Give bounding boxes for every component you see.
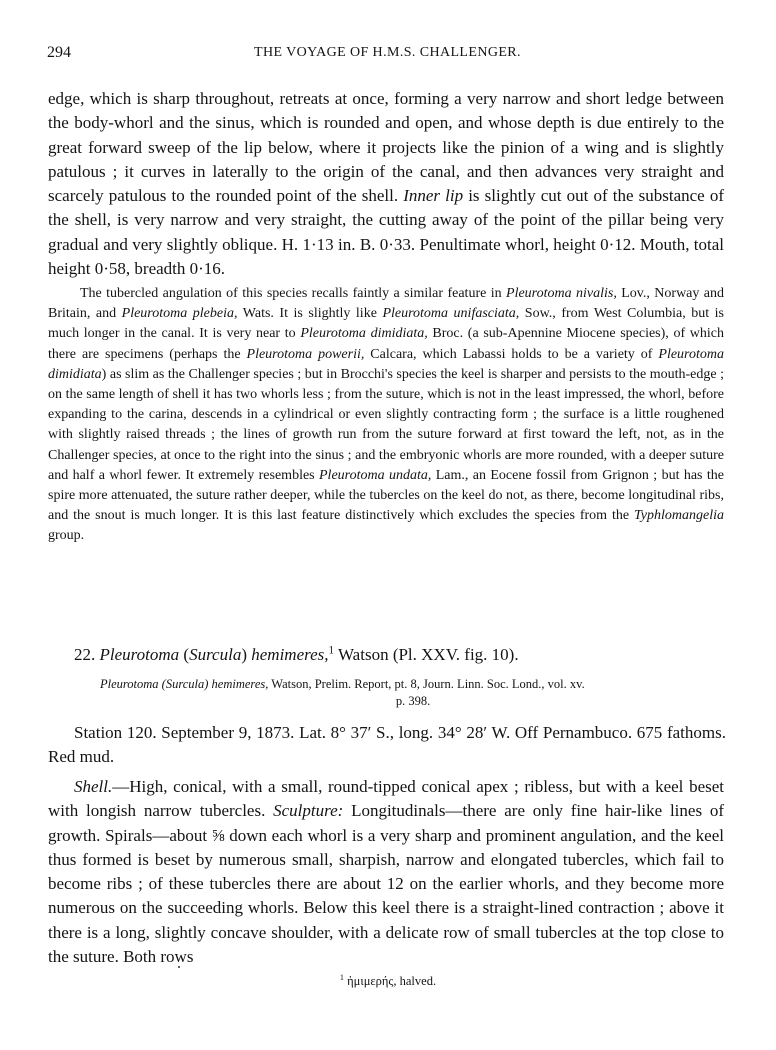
- species-reference: [100, 676, 726, 710]
- italic-run: Pleurotoma plebeia,: [121, 306, 238, 322]
- reference-page: p. 398.: [395, 694, 431, 708]
- italic-run: Pleurotoma nivalis,: [506, 286, 617, 301]
- reference-name: Pleurotoma (Surcula) hemimeres,: [100, 677, 269, 691]
- italic-run: Inner lip: [403, 186, 464, 206]
- text-run: group.: [48, 528, 85, 544]
- footnote-mark: 1: [328, 644, 335, 657]
- italic-run: Pleurotoma dimidiata: [48, 346, 724, 382]
- species-heading: 22. Pleurotoma (Surcula) hemimeres,$^1$ Watson (Pl. XXV. fig. 10).: [74, 644, 519, 664]
- station-record: Station 120. September 9, 1873. Lat. 8° 37′ S., long. 34° 28′ W. Off Pernambuco. 675 fathoms. Red mud.: [48, 723, 726, 766]
- italic-run: Pleurotoma undata,: [319, 467, 432, 483]
- text-run: ) as slim as the Challenger species ; but in Brocchi's species the keel is sharper and persists to the mouth-edge ; on the same length of shell it has two whorls less ; from the suture, which is not in the least impressed, the whorl, before expanding to the carina, descends in a cylindrical or even slightly contracting form ; the surface is a little roughened with slightly raised threads ; the lines of growth run from the suture forward at first toward the left, not, as in the Challenger species, at once to the right into the sinus ; and the embryonic whorls are more rounded, with a deeper suture and half a whorl fewer. It extremely resembles: [48, 366, 724, 483]
- text-run: Broc. (a sub-Apennine Miocene species), of which there are specimens (perhaps the: [48, 326, 724, 362]
- text-run: is slightly cut out of the substance of the shell, is very narrow and very straight, the cutting away of the point of the pillar being very gradual and very slightly oblique. H. 1·13 in. B. 0·33. Penultimate whorl, height 0·12. Mouth, total height 0·58, breadth 0·16.: [48, 186, 724, 279]
- reference-text: Watson, Prelim. Report, pt. 8, Journ. Linn. Soc. Lond., vol. xv.: [268, 677, 585, 691]
- shell-description-paragraph: [48, 775, 724, 969]
- text-run: —High, conical, with a small, round-tipped conical apex ; ribless, but with a keel beset with longish narrow tubercles.: [48, 777, 724, 821]
- text-run: Sow., from West Columbia, but is much longer in the canal. It is very near to: [48, 306, 724, 342]
- italic-run: Typhlomangelia: [634, 508, 724, 524]
- species-epithet: hemimeres,: [251, 645, 329, 664]
- species-genus: Pleurotoma: [99, 645, 180, 664]
- species-number: 22.: [74, 645, 96, 664]
- footnote-number: 1: [339, 972, 344, 982]
- italic-run: Shell.: [74, 777, 113, 796]
- text-run: Lov., Norway and Britain, and: [48, 286, 725, 322]
- text-run: Longitudinals—there are only fine hair-like lines of growth. Spirals—about ⅝ down each whorl is a very sharp and prominent angulation, and the keel thus formed is beset by numerous small, sharpish, narrow and elongated tubercles, which fail to become ribs ; of these tubercles there are about 12 on the earlier whorls, and they become more numerous on the succeeding whorls. Below this keel there is a straight-lined contraction ; above it there is a long, slightly concave shoulder, with a delicate row of small tubercles at the top close to the suture. Both rows: [48, 801, 724, 967]
- text-run: The tubercled angulation of this species recalls faintly a similar feature in: [80, 286, 507, 301]
- text-run: Lam., an Eocene fossil from Grignon ; but has the spire more attenuated, the suture rather deeper, while the tubercles on the keel do not, as there, become longitudinal ribs, and the snout is much longer. It is this last feature distinctively which excludes the species from the: [48, 467, 724, 524]
- running-head: THE VOYAGE OF H.M.S. CHALLENGER.: [254, 45, 521, 60]
- description-paragraph: [48, 87, 724, 281]
- remarks-paragraph: [48, 284, 724, 547]
- italic-run: Pleurotoma powerii,: [246, 346, 365, 362]
- text-run: edge, which is sharp throughout, retreats at once, forming a very narrow and short ledge between the body-whorl and the sinus, which is rounded and open, and whose depth is due entirely to the great forward sweep of the lip below, where it projects like the pinion of a wing and is slightly patulous ; it curves in laterally to the origin of the canal, and then advances very straight and scarcely patulous to the rounded point of the shell.: [48, 89, 724, 206]
- page-number: 294: [47, 44, 71, 61]
- text-run: Wats. It is slightly like: [237, 306, 383, 322]
- text-run: Calcara, which Labassi holds to be a variety of: [364, 346, 659, 362]
- footnote: [0, 974, 776, 989]
- italic-run: Pleurotoma dimidiata,: [300, 326, 428, 342]
- italic-run: Pleurotoma unifasciata,: [382, 306, 520, 322]
- species-authority: Watson (Pl. XXV. fig. 10).: [338, 645, 519, 664]
- page-header: [47, 44, 728, 68]
- species-subgenus: Surcula: [189, 645, 242, 664]
- printing-speck: [178, 966, 180, 968]
- italic-run: Sculpture:: [273, 801, 344, 821]
- footnote-text: ἡμιμερής, halved.: [347, 974, 437, 988]
